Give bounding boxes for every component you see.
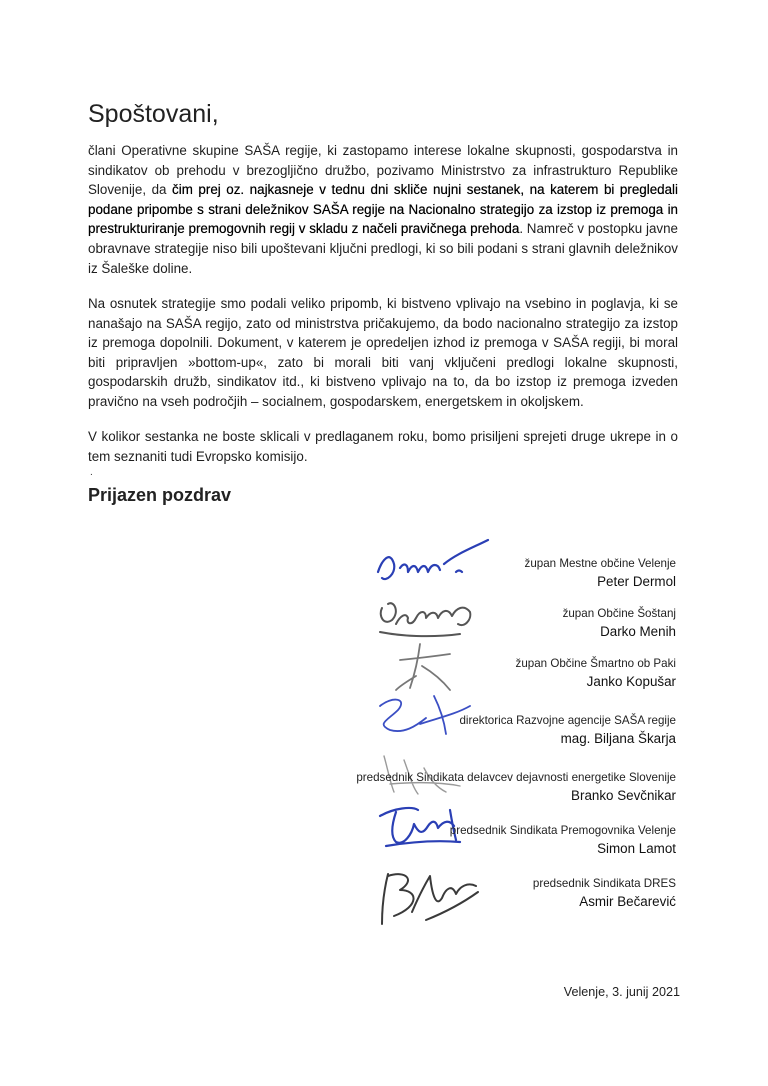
paragraph-request-tail: . Namreč v postopku javne obravnave strategije niso bili upoštevani ključni predlogi, ki so bili podani s strani glavnih deležnikov iz Šaleške doline. (88, 221, 679, 276)
signer-name: Simon Lamot (597, 841, 676, 856)
signer-name: Branko Sevčnikar (571, 788, 676, 803)
signature-3 (396, 644, 450, 690)
signer-name: Peter Dermol (597, 574, 676, 589)
stray-dot: . (90, 467, 93, 478)
paragraph-request-emphasis: čim prej oz. najkasneje v tednu dni skliče nujni sestanek, na katerem bi pregledali podane pripombe s strani deležnikov SAŠA regije na Nacionalno strategijo za izstop iz premoga in prestrukturiranje premogovnih regij v skladu z načeli pravičnega prehoda (88, 182, 679, 237)
greeting: Spoštovani, (88, 100, 219, 128)
signature-6 (380, 808, 460, 846)
signature-7 (382, 874, 478, 924)
signer-2 (563, 606, 676, 642)
letter-date: Velenje, 3. junij 2021 (563, 985, 680, 999)
signature-2 (380, 603, 470, 636)
signer-1 (525, 556, 676, 592)
signer-role: župan Občine Šoštanj (562, 607, 676, 620)
signer-3 (516, 656, 676, 692)
signer-name: Janko Kopušar (586, 674, 676, 689)
signer-name: Darko Menih (600, 624, 676, 639)
signer-6 (450, 823, 676, 859)
signature-1 (378, 540, 488, 579)
signer-role: predsednik Sindikata DRES (532, 877, 676, 890)
signer-4 (459, 713, 676, 749)
closing-salutation: Prijazen pozdrav (88, 485, 232, 505)
signer-name: mag. Biljana Škarja (560, 731, 676, 746)
signature-4 (380, 696, 470, 734)
signer-role: predsednik Sindikata delavcev dejavnosti energetike Slovenije (356, 771, 676, 784)
paragraph-request-intro: člani Operativne skupine SAŠA regije, ki zastopamo interese lokalne skupnosti, gospodarstva in sindikatov ob prehodu v brezogljično družbo, pozivamo Ministrstvo za infrastrukturo Republike Slovenije, da (88, 143, 678, 198)
paragraph-comments: Na osnutek strategije smo podali veliko pripomb, ki bistveno vplivajo na vsebino in poglavja, ki se nanašajo na SAŠA regijo, zato od ministrstva pričakujemo, da bodo nacionalno strategijo za izstop iz premoga dopolnili. Dokument, v katerem je opredeljen izhod iz premoga v SAŠA regiji, bi moral biti pripravljen »bottom-up«, zato bi morali biti vanj vključeni predlogi lokalne skupnosti, gospodarskih družb, sindikatov itd., ki bistveno vplivajo na to, da bo izstop iz premoga izveden pravično na vseh področjih – socialnem, gospodarskem, energetskem in okoljskem. (88, 296, 678, 409)
signer-role: predsednik Sindikata Premogovnika Velenje (449, 824, 676, 837)
paragraph-warning: V kolikor sestanka ne boste sklicali v predlaganem roku, bomo prisiljeni sprejeti druge ukrepe in o tem seznaniti tudi Evropsko komisijo. (88, 429, 678, 464)
signer-role: direktorica Razvojne agencije SAŠA regije (459, 714, 676, 727)
signer-role: župan Mestne občine Velenje (524, 557, 676, 570)
signer-7 (533, 876, 676, 912)
signer-5 (356, 770, 676, 806)
paragraph-request (88, 141, 678, 278)
signer-name: Asmir Bečarević (579, 894, 676, 909)
signer-role: župan Občine Šmartno ob Paki (515, 657, 676, 670)
